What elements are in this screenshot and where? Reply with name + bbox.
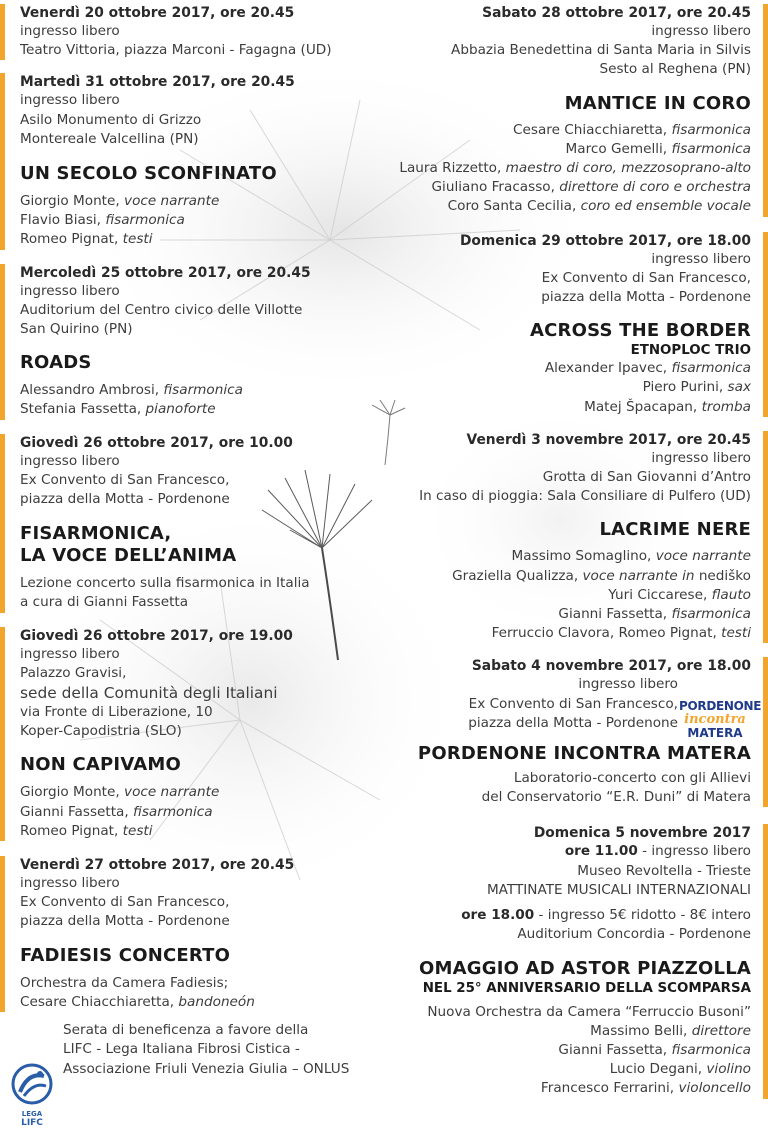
entry-info: ingresso libero	[651, 23, 751, 39]
performer: Gianni Fassetta, fisarmonica	[558, 606, 751, 623]
venue-detail: sede della Comunità degli Italiani	[20, 684, 278, 703]
venue-city: Sesto al Reghena (PN)	[599, 61, 751, 78]
charity-line: Serata di beneficenza a favore della	[63, 1022, 309, 1039]
event-description: a cura di Gianni Fassetta	[20, 594, 189, 611]
performer: Francesco Ferrarini, violoncello	[540, 1080, 751, 1097]
venue: Palazzo Gravisi,	[20, 664, 127, 681]
venue: Asilo Monumento di Grizzo	[20, 111, 202, 128]
performer: Massimo Somaglino, voce narrante	[511, 548, 751, 565]
event-title: NON CAPIVAMO	[20, 754, 181, 776]
venue-city: piazza della Motta - Pordenone	[20, 491, 230, 508]
event-title: FADIESIS CONCERTO	[20, 944, 231, 966]
entry-info: ingresso libero	[20, 875, 120, 892]
event-description: Lezione concerto sulla fisarmonica in Italia	[20, 575, 310, 592]
performer: Flavio Biasi, fisarmonica	[20, 212, 185, 229]
venue: Ex Convento di San Francesco,	[468, 695, 678, 712]
performer: Gianni Fassetta, fisarmonica	[558, 1041, 751, 1058]
performer: Ferruccio Clavora, Romeo Pignat, testi	[491, 625, 751, 642]
lifc-label: LEGA	[21, 1110, 43, 1118]
event-description: del Conservatorio “E.R. Duni” di Matera	[481, 789, 751, 806]
event-grizzo	[0, 73, 385, 249]
venue-address: via Fronte di Liberazione, 10	[20, 704, 213, 721]
venue-city: piazza della Motta - Pordenone	[468, 714, 678, 731]
event-title: PORDENONE INCONTRA MATERA	[417, 743, 751, 765]
event-title: ROADS	[20, 352, 92, 374]
event-title: FISARMONICA,	[20, 523, 172, 545]
right-column	[383, 0, 768, 1099]
event-subtitle: ETNOPLOC TRIO	[630, 343, 751, 359]
logo-line: incontra	[684, 712, 746, 727]
performer: Giorgio Monte, voce narrante	[20, 784, 220, 801]
event-lezione	[0, 434, 385, 613]
event-lacrime	[383, 431, 768, 644]
event-sesto	[383, 4, 768, 217]
event-date: Giovedì 26 ottobre 2017, ore 19.00	[20, 627, 293, 644]
performer: Giorgio Monte, voce narrante	[20, 193, 220, 210]
entry-info: ingresso libero	[578, 676, 678, 693]
performer: Stefania Fassetta, pianoforte	[20, 401, 216, 418]
event-date: Domenica 29 ottobre 2017, ore 18.00	[459, 232, 751, 249]
event-fadiesis	[0, 856, 385, 1012]
event-title: UN SECOLO SCONFINATO	[20, 163, 277, 185]
event-across	[383, 232, 768, 417]
performer: Matej Špacapan, tromba	[584, 398, 751, 415]
left-column	[0, 0, 385, 1079]
charity-note	[0, 1021, 385, 1079]
performer: Alexander Ipavec, fisarmonica	[544, 360, 751, 377]
event-title: LACRIME NERE	[599, 519, 751, 541]
event-date: Sabato 4 novembre 2017, ore 18.00	[471, 658, 751, 675]
series-name: MATTINATE MUSICALI INTERNAZIONALI	[486, 881, 751, 898]
performer: Graziella Qualizza, voce narrante in nediško	[452, 567, 751, 584]
venue: Auditorium Concordia - Pordenone	[517, 926, 751, 943]
time-info: ore 18.00 - ingresso 5€ ridotto - 8€ intero	[461, 907, 751, 924]
performer: Marco Gemelli, fisarmonica	[565, 140, 751, 157]
event-date: Sabato 28 ottobre 2017, ore 20.45	[482, 5, 751, 21]
lifc-label: LIFC	[21, 1118, 43, 1128]
venue-city: piazza della Motta - Pordenone	[20, 913, 230, 930]
event-description: Laboratorio-concerto con gli Allievi	[513, 770, 751, 787]
event-description: Orchestra da Camera Fadiesis;	[20, 974, 229, 991]
entry-info: ingresso libero	[20, 452, 120, 469]
venue: Auditorium del Centro civico delle Villotte	[20, 301, 303, 318]
entry-info: ingresso libero	[20, 282, 120, 299]
venue: Ex Convento di San Francesco,	[20, 894, 230, 911]
event-date: Domenica 5 novembre 2017	[533, 825, 751, 842]
performer: Lucio Degani, violino	[609, 1061, 751, 1078]
performer: Laura Rizzetto, maestro di coro, mezzosoprano-alto	[399, 160, 751, 177]
performer: Gianni Fassetta, fisarmonica	[20, 803, 213, 820]
entry-info: ingresso libero	[20, 645, 120, 662]
performer: Giuliano Fracasso, direttore di coro e orchestra	[431, 179, 751, 196]
performer: Massimo Belli, direttore	[590, 1022, 751, 1039]
venue: Ex Convento di San Francesco,	[20, 471, 230, 488]
charity-line: Associazione Friuli Venezia Giulia – ONLUS	[63, 1060, 350, 1077]
event-subtitle: NEL 25° ANNIVERSARIO DELLA SCOMPARSA	[422, 980, 751, 996]
performer: Alessandro Ambrosi, fisarmonica	[20, 382, 243, 399]
event-koper	[0, 627, 385, 841]
pordenone-incontra-matera-logo	[679, 699, 762, 750]
event-date: Venerdì 27 ottobre 2017, ore 20.45	[20, 857, 295, 874]
event-title: MANTICE IN CORO	[564, 92, 751, 114]
event-fagagna	[0, 4, 385, 60]
venue: Abbazia Benedettina di Santa Maria in Silvis	[451, 42, 751, 59]
venue-city: Koper-Capodistria (SLO)	[20, 723, 182, 740]
performer: Romeo Pignat, testi	[20, 231, 153, 248]
event-title-line2: LA VOCE DELL’ANIMA	[20, 545, 237, 567]
event-date: Venerdì 3 novembre 2017, ore 20.45	[466, 431, 751, 448]
event-description: Nuova Orchestra da Camera “Ferruccio Busoni”	[427, 1003, 751, 1020]
entry-info: ingresso libero	[651, 250, 751, 267]
venue-alt: In caso di pioggia: Sala Consiliare di Pulfero (UD)	[419, 488, 751, 505]
venue-city: piazza della Motta - Pordenone	[541, 289, 751, 306]
entry-info: ingresso libero	[20, 92, 120, 109]
event-date: Mercoledì 25 ottobre 2017, ore 20.45	[20, 264, 311, 281]
venue-city: San Quirino (PN)	[20, 321, 133, 338]
performer: Cesare Chiacchiaretta, bandoneón	[20, 993, 255, 1010]
logo-line: MATERA	[687, 726, 743, 740]
event-date: Martedì 31 ottobre 2017, ore 20.45	[20, 74, 295, 91]
event-date: Giovedì 26 ottobre 2017, ore 10.00	[20, 434, 293, 451]
entry-info: ingresso libero	[20, 23, 120, 39]
performer: Piero Purini, sax	[642, 379, 751, 396]
logo-line: PORDENONE	[679, 699, 762, 713]
venue: Museo Revoltella - Trieste	[577, 862, 751, 879]
event-title: ACROSS THE BORDER	[530, 320, 751, 342]
venue: Teatro Vittoria, piazza Marconi - Fagagna (UD)	[20, 42, 332, 59]
venue-city: Montereale Valcellina (PN)	[20, 130, 199, 147]
venue: Grotta di San Giovanni d’Antro	[542, 469, 751, 486]
performer: Romeo Pignat, testi	[20, 822, 153, 839]
performer: Coro Santa Cecilia, coro ed ensemble vocale	[447, 198, 751, 215]
event-date: Venerdì 20 ottobre 2017, ore 20.45	[20, 5, 295, 21]
performer: Yuri Ciccarese, flauto	[608, 586, 751, 603]
event-title: OMAGGIO AD ASTOR PIAZZOLLA	[419, 957, 751, 979]
lifc-emblem-icon	[10, 1062, 54, 1106]
event-piazzolla	[383, 824, 768, 1098]
performer: Cesare Chiacchiaretta, fisarmonica	[513, 121, 751, 138]
charity-line: LIFC - Lega Italiana Fibrosi Cistica -	[63, 1041, 300, 1058]
lifc-logo	[10, 1062, 54, 1128]
venue: Ex Convento di San Francesco,	[541, 269, 751, 286]
event-villotte	[0, 264, 385, 420]
time-info: ore 11.00 - ingresso libero	[564, 843, 751, 860]
entry-info: ingresso libero	[651, 449, 751, 466]
